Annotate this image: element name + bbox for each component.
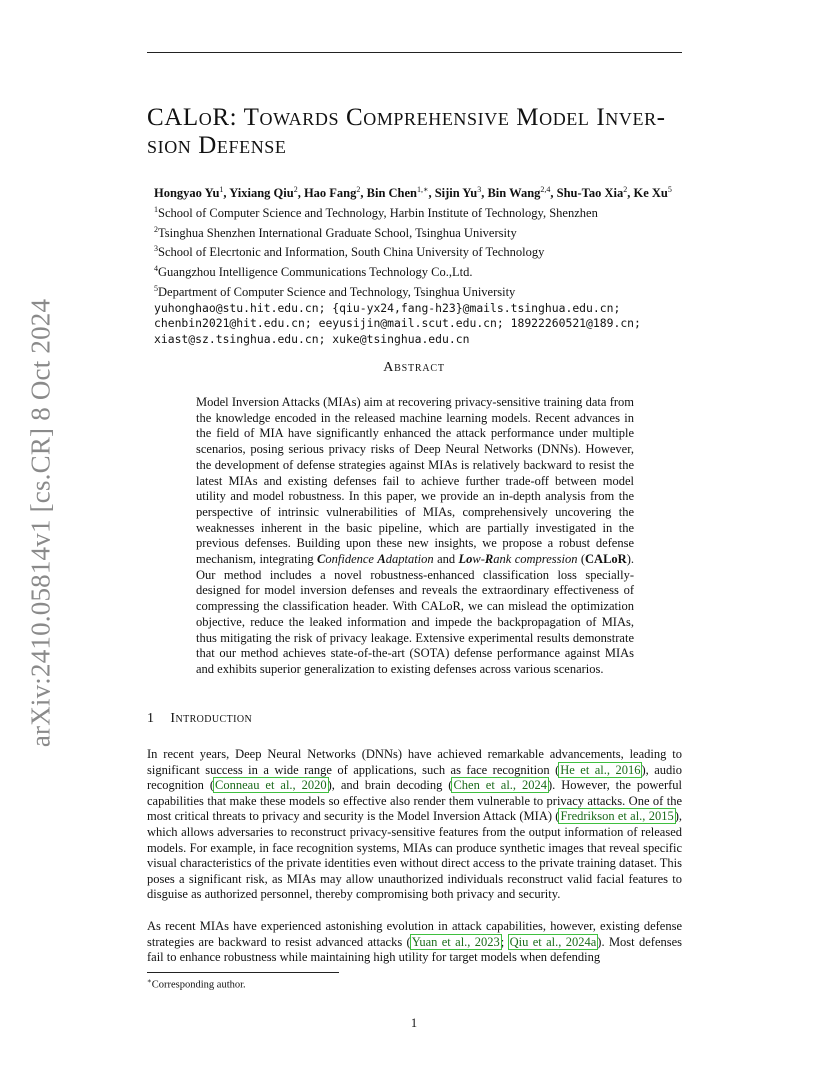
author-name: Hongyao Yu	[154, 186, 220, 201]
section-number: 1	[147, 711, 155, 726]
email-line: chenbin2021@hit.edu.cn; eeyusijin@mail.scut.edu.cn; 18922260521@189.cn;	[154, 316, 641, 331]
footnote	[147, 977, 246, 991]
author-sup: 3	[477, 185, 482, 194]
abstract-text: Model Inversion Attacks (MIAs) aim at recovering privacy-sensitive training data from the knowledge encoded in the released machine learning models. Recent advances in the field of MIA have significantly enhanced the attack performance under multiple scenarios, posing serious privacy risks of Deep Neural Networks (DNNs). However, the development of defense strategies against MIAs is relatively backward to resist the latest MIAs and existing defenses fail to achieve further trade-off between model utility and model robustness. In this paper, we provide an in-depth analysis from the perspective of intrinsic vulnerabilities of MIAs, comprehensively uncovering the weaknesses inherent in the basic pipeline, which are partially investigated in the previous defenses. Building upon these new insights, we propose a robust defense mechanism, integrating	[196, 395, 634, 567]
affiliation-text: Tsinghua Shenzhen International Graduate School, Tsinghua University	[158, 225, 517, 240]
author-name: Bin Chen	[366, 186, 418, 201]
affiliation-sup: 2	[154, 224, 158, 234]
page-number: 1	[410, 1016, 418, 1030]
author-name: Yixiang Qiu	[229, 186, 294, 201]
affiliation	[154, 202, 714, 222]
author-name: Bin Wang	[487, 186, 541, 201]
author-sup: 2	[293, 185, 298, 194]
abstract-text: (	[577, 552, 586, 567]
title-line-2: sion Defense	[147, 132, 287, 159]
affiliation	[154, 241, 714, 261]
affiliation-text: Department of Computer Science and Technology, Tsinghua University	[158, 284, 516, 299]
author-sup: 5	[667, 185, 672, 194]
abstract-heading: Abstract	[383, 360, 445, 375]
citation-link[interactable]: Qiu et al., 2024a	[509, 934, 597, 949]
paragraph-text: ), which allows adversaries to reconstruct privacy-sensitive features from the output information of released models. For example, in face recognition systems, MIAs can produce synthetic images that reveal specific visual characteristics of the private identities even without direct access to the private training dataset. This poses a significant risk, as MIAs may allow unauthorized individuals reconstruct valid facial features to disguise as authorized personnel, thereby compromising both privacy and security.	[147, 809, 683, 902]
citation-link[interactable]: Yuan et al., 2023	[411, 934, 500, 949]
paragraph-text: In recent years, Deep Neural Networks (DNNs) have achieved remarkable advancements, leading to significant success in a wide range of applications, such as face recognition (	[147, 747, 682, 777]
paragraph-text: ). However, the powerful capabilities that make these models so effective also render them vulnerable to privacy attacks. One of the most critical threats to privacy and security is the Model Inversion Attack (MIA) (	[147, 778, 682, 824]
author-name: Sijin Yu	[434, 186, 478, 201]
affiliation-text: Guangzhou Intelligence Communications Technology Co.,Ltd.	[158, 265, 473, 280]
author-block	[154, 182, 714, 347]
paragraph-text: ), audio recognition (	[147, 762, 682, 793]
top-rule	[147, 52, 682, 53]
affiliation-text: School of Elecrtonic and Information, South China University of Technology	[158, 245, 545, 260]
abstract-emph: R	[484, 552, 494, 567]
author-sup: 1,∗	[417, 185, 429, 194]
abstract-text: and	[433, 552, 459, 567]
abstract-emph: w-	[472, 552, 485, 567]
affiliation	[154, 222, 714, 242]
email-line: xiast@sz.tsinghua.edu.cn; xuke@tsinghua.edu.cn	[154, 331, 470, 346]
abstract-body	[196, 395, 634, 678]
author-name: Shu-Tao Xia	[556, 186, 624, 201]
affiliation	[154, 261, 714, 281]
paragraph-text: ). Most defenses fail to enhance robustness while maintaining high utility for target models when defending	[147, 934, 683, 965]
paper-title	[147, 104, 692, 160]
author-name: Ke Xu	[633, 186, 668, 201]
paragraph-text: As recent MIAs have experienced astonishing evolution in attack capabilities, however, existing defense strategies are backward to resist advanced attacks (	[147, 919, 682, 949]
affiliation-sup: 5	[154, 283, 158, 293]
affiliation-sup: 1	[154, 204, 158, 214]
intro-paragraph-2	[147, 919, 682, 966]
abstract-emph: A	[377, 552, 386, 567]
citation-link[interactable]: He et al., 2016	[560, 762, 641, 777]
footnote-mark: ∗	[147, 977, 152, 985]
affiliation-sup: 4	[154, 264, 158, 273]
title-line-1: CALoR: Towards Comprehensive Model Inver-	[147, 104, 666, 131]
author-names: Hongyao Yu$^1$, Yixiang Qiu$^2$, Hao Fang$^2$, Bin Chen$^{1,∗}$, Sijin Yu$^3$, Bin Wang$^{2,4}$, Shu-Tao Xia$^2$, Ke Xu$^5$	[154, 185, 672, 201]
paragraph-text: ), and brain decoding (	[327, 778, 453, 793]
section-title: Introduction	[170, 711, 253, 726]
paragraph-text: ;	[500, 934, 509, 949]
affiliation-text: School of Computer Science and Technology, Harbin Institute of Technology, Shenzhen	[158, 205, 598, 220]
citation-link[interactable]: Conneau et al., 2020	[215, 778, 327, 793]
author-sup: 2,4	[540, 185, 551, 194]
citation-link[interactable]: Chen et al., 2024	[453, 778, 548, 793]
affiliation	[154, 281, 714, 301]
section-heading	[147, 711, 252, 727]
abstract-emph: ank compression	[493, 552, 578, 567]
author-sup: 1	[219, 185, 224, 194]
abstract-emph: C	[317, 552, 326, 567]
footnote-rule	[147, 972, 339, 973]
citation-link[interactable]: Fredrikson et al., 2015	[560, 809, 674, 824]
abstract-emph: Lo	[458, 552, 473, 567]
affiliation-sup: 3	[154, 244, 158, 254]
abstract-emph: daptation	[385, 552, 434, 567]
footnote-text: Corresponding author.	[151, 979, 246, 991]
intro-paragraph-1	[147, 747, 682, 903]
author-name: Hao Fang	[303, 186, 357, 201]
arxiv-identifier-text: arXiv:2410.05814v1 [cs.CR] 8 Oct 2024	[25, 298, 56, 747]
abstract-emph: onfidence	[325, 552, 374, 567]
method-name: CALoR	[585, 552, 627, 567]
author-sup: 2	[623, 185, 628, 194]
abstract-text: ). Our method includes a novel robustness-enhanced classification loss specially-designed for model inversion defenses and reveals the extraordinary effectiveness of compressing the classification header. With CALoR, we can mislead the optimization objective, reduce the leaked information and impede the backpropagation of MIAs, thus mitigating the risk of privacy leakage. Extensive experimental results demonstrate that our method achieves state-of-the-art (SOTA) defense performance against MIAs and exhibits superior generalization to existing defenses across various scenarios.	[196, 552, 634, 676]
author-sup: 2	[356, 185, 361, 194]
email-line: yuhonghao@stu.hit.edu.cn; {qiu-yx24,fang-h23}@mails.tsinghua.edu.cn;	[154, 300, 621, 315]
